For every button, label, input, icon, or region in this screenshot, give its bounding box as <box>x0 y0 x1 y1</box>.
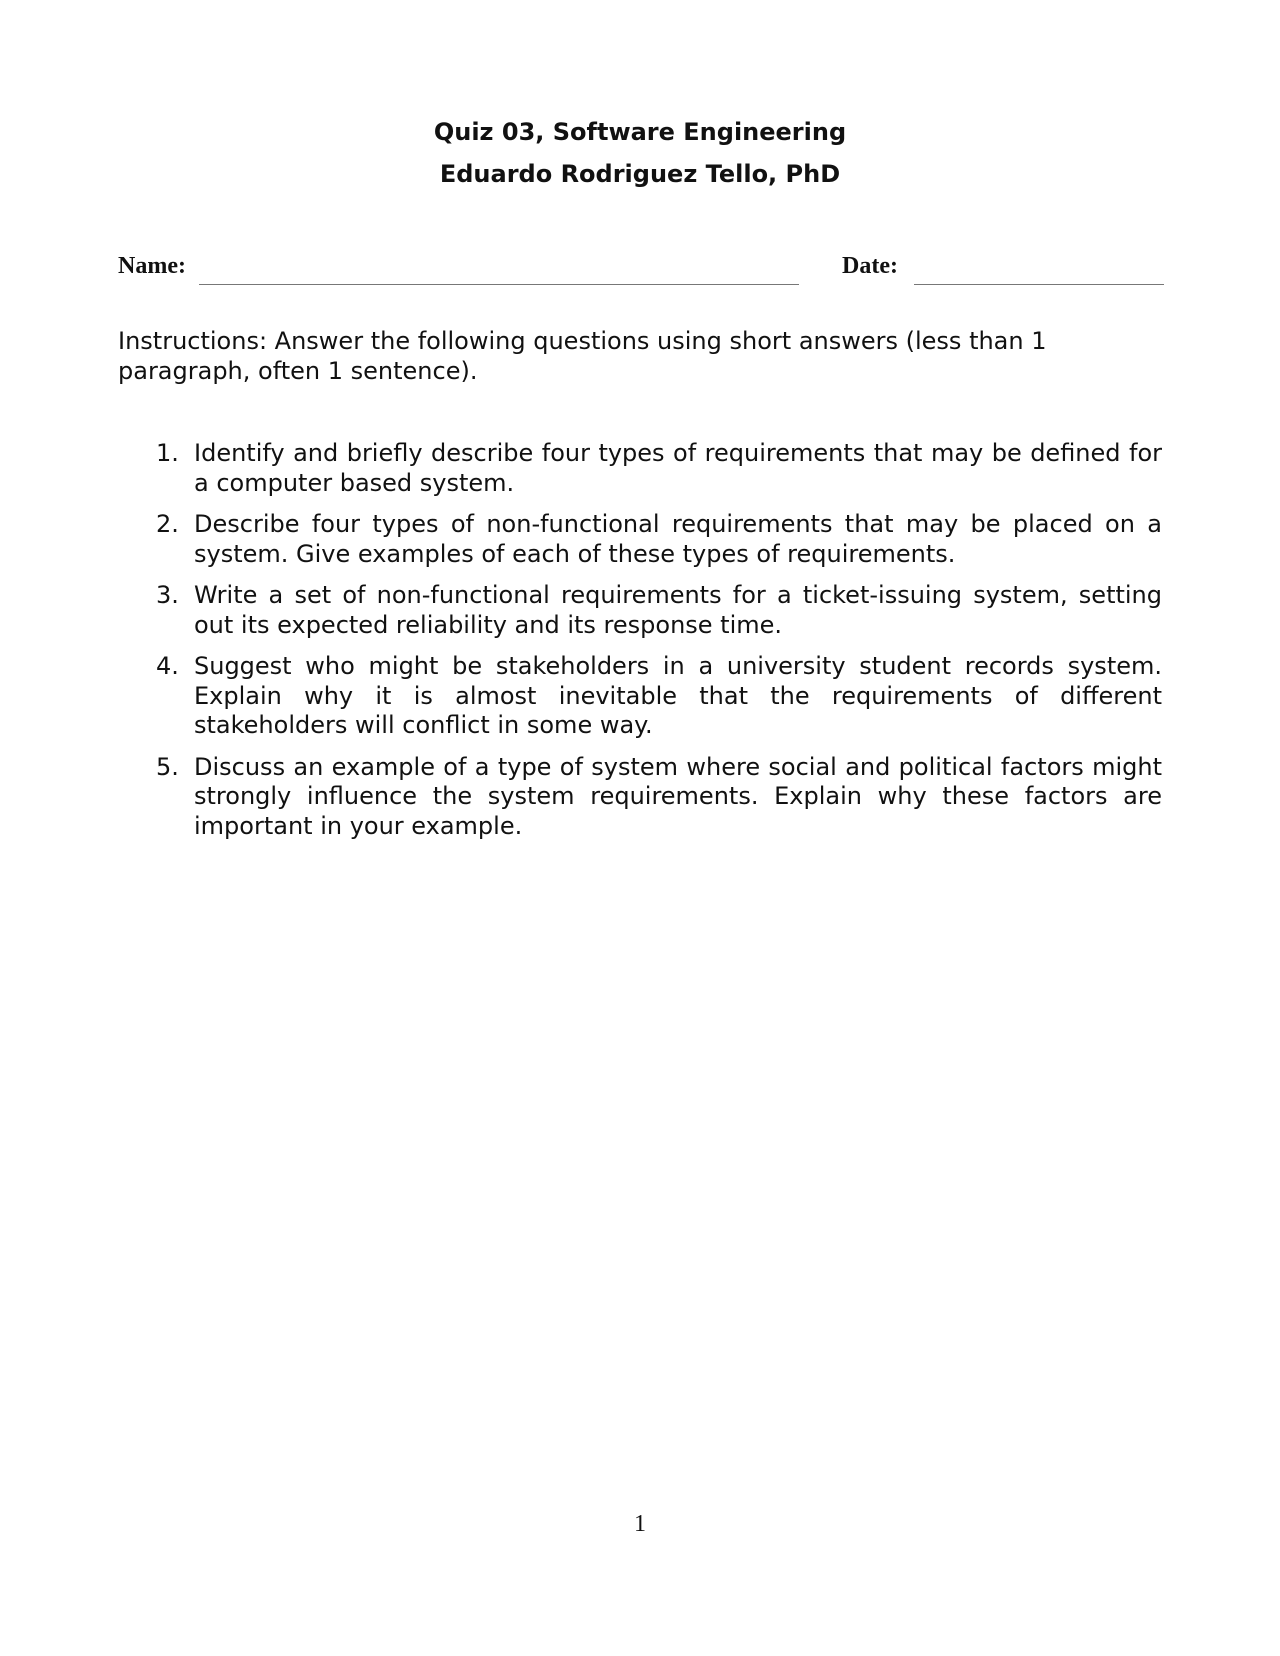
instructions-paragraph: Instructions: Answer the following questions using short answers (less than 1 paragraph, often 1 sentence). <box>118 327 1047 385</box>
name-label: Name: <box>118 253 186 279</box>
quiz-title: Quiz 03, Software Engineering <box>433 118 847 146</box>
date-label: Date: <box>842 253 898 279</box>
date-blank-line <box>914 284 1164 285</box>
question-list <box>118 439 1162 853</box>
question-item <box>118 439 1162 498</box>
question-text: Discuss an example of a type of system where social and political factors might strongly influence the system requirements. Explain why these factors are important in your example. <box>194 752 1162 840</box>
page-number: 1 <box>634 1511 646 1537</box>
author-line: Eduardo Rodriguez Tello, PhD <box>439 160 841 188</box>
question-number: 1. <box>156 439 179 467</box>
question-item <box>118 510 1162 569</box>
question-item <box>118 581 1162 640</box>
question-text: Suggest who might be stakeholders in a university student records system. Explain why it is almost inevitable that the requirements of different stakeholders will conflict in some way. <box>194 652 1162 739</box>
question-number: 5. <box>156 752 179 781</box>
question-item <box>118 652 1162 741</box>
question-number: 3. <box>156 581 179 609</box>
question-number: 4. <box>156 652 179 680</box>
question-text: Describe four types of non-functional requirements that may be placed on a system. Give examples of each of these types of requirements. <box>194 510 1162 568</box>
question-item <box>118 753 1162 842</box>
question-number: 2. <box>156 510 179 538</box>
name-blank-line <box>199 284 799 285</box>
question-text: Write a set of non-functional requirements for a ticket-issuing system, setting out its expected reliability and its response time. <box>194 581 1162 639</box>
question-text: Identify and briefly describe four types of requirements that may be defined for a computer based system. <box>194 439 1162 497</box>
